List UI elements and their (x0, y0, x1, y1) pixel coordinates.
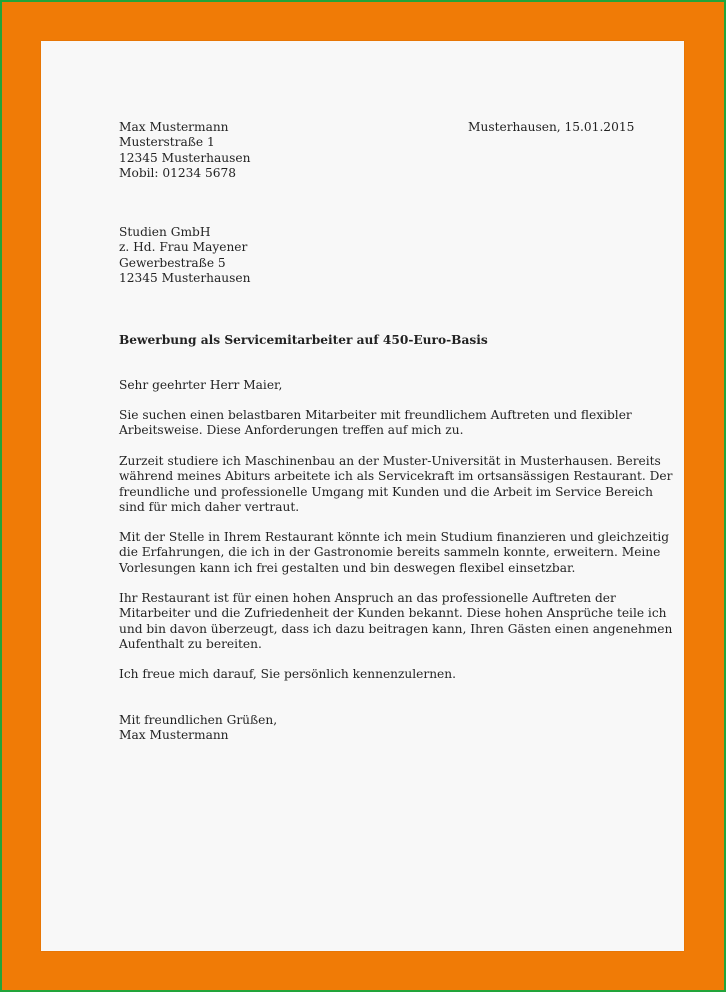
closing-greeting: Mit freundlichen Grüßen, (119, 713, 278, 727)
sender-name: Max Mustermann (119, 120, 229, 134)
paragraph-line: Ihr Restaurant ist für einen hohen Anspruch an das professionelle Auftreten der (119, 591, 616, 605)
closing (119, 713, 619, 744)
body-paragraph-5 (119, 667, 619, 682)
body-paragraph-4 (119, 591, 673, 652)
paragraph-line: freundliche und professionelle Umgang mit Kunden und die Arbeit im Service Bereich (119, 484, 653, 499)
paragraph-line: Mitarbeiter und die Zufriedenheit der Kunden bekannt. Diese hohen Ansprüche teile ich (119, 606, 667, 621)
letter-date: Musterhausen, 15.01.2015 (468, 120, 635, 134)
recipient-street: Gewerbestraße 5 (119, 255, 226, 270)
sender-phone: Mobil: 01234 5678 (119, 165, 237, 180)
body-paragraph-1 (119, 408, 632, 439)
closing-name: Max Mustermann (119, 728, 229, 743)
paragraph-line: Arbeitsweise. Diese Anforderungen treffen auf mich zu. (119, 423, 464, 438)
paragraph-line: Sie suchen einen belastbaren Mitarbeiter mit freundlichem Auftreten und flexibler (119, 408, 632, 422)
recipient-company: Studien GmbH (119, 225, 211, 239)
sender-street: Musterstraße 1 (119, 135, 215, 150)
body-paragraph-3 (119, 530, 670, 576)
paragraph-line: Vorlesungen kann ich frei gestalten und bin deswegen flexibel einsetzbar. (119, 560, 576, 575)
paragraph-line: Aufenthalt zu bereiten. (119, 636, 262, 651)
paragraph-line: während meines Abiturs arbeitete ich als Servicekraft im ortsansässigen Restaurant. Der (119, 469, 673, 484)
paragraph-line: Ich freue mich darauf, Sie persönlich kennenzulernen. (119, 667, 456, 681)
paragraph-line: Mit der Stelle in Ihrem Restaurant könnte ich mein Studium finanzieren und gleichzeitig (119, 530, 670, 544)
recipient-attention: z. Hd. Frau Mayener (119, 240, 248, 255)
paragraph-line: und bin davon überzeugt, dass ich dazu beitragen kann, Ihren Gästen einen angenehmen (119, 621, 673, 636)
letter-subject: Bewerbung als Servicemitarbeiter auf 450-Euro-Basis (119, 333, 488, 347)
paragraph-line: Zurzeit studiere ich Maschinenbau an der Muster-Universität in Musterhausen. Bereits (119, 454, 661, 468)
body-paragraph-2 (119, 454, 673, 515)
recipient-address (119, 225, 619, 286)
paragraph-line: die Erfahrungen, die ich in der Gastronomie bereits sammeln konnte, erweitern. Meine (119, 545, 661, 560)
salutation: Sehr geehrter Herr Maier, (119, 378, 283, 392)
letter-page (41, 41, 684, 951)
recipient-city: 12345 Musterhausen (119, 270, 251, 285)
sender-city: 12345 Musterhausen (119, 150, 251, 165)
paragraph-line: sind für mich daher vertraut. (119, 499, 300, 514)
